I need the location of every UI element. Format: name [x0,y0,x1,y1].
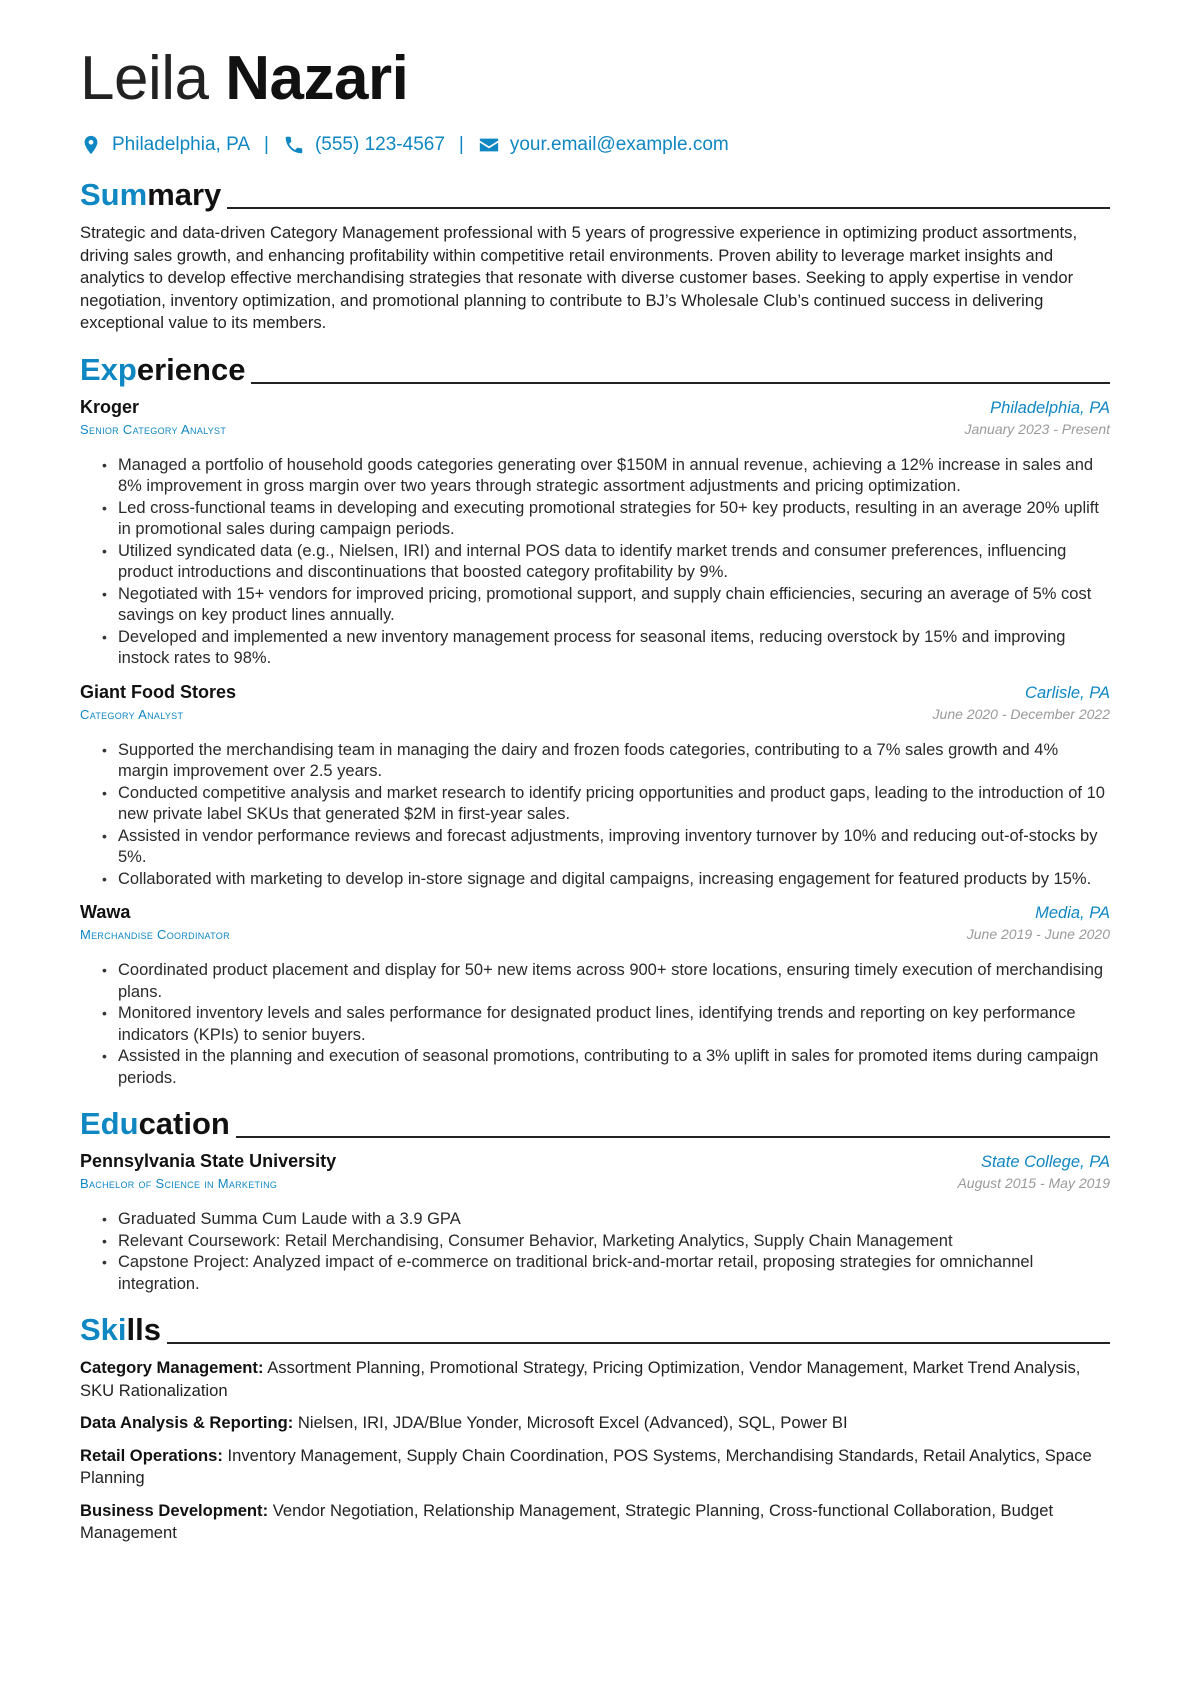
summary-heading [80,174,1110,212]
education-bullets [80,1209,1110,1295]
section-rule [251,382,1110,384]
heading-rest: lls [126,1312,161,1347]
school-location: State College, PA [980,1153,1110,1171]
section-rule [227,207,1110,209]
skill-value: Inventory Management, Supply Chain Coordination, POS Systems, Merchandising Standards, Retail Analytics, Space Planning [80,1445,1092,1487]
job-title: Category Analyst [80,706,184,722]
education-heading [80,1103,1110,1141]
list-item: • Assisted in the planning and execution of seasonal promotions, contributing to a 3% uplift in sales for promoted items during campaign periods. [118,1046,1110,1089]
contact-bar [80,130,1110,160]
skill-value: Vendor Negotiation, Relationship Management, Strategic Planning, Cross-functional Collaboration, Budget Management [80,1500,1054,1542]
contact-separator: | [458,134,464,155]
list-item: • Conducted competitive analysis and market research to identify pricing opportunities and product gaps, leading to the introduction of 10 new private label SKUs that generated $2M in first-year sales. [118,783,1110,826]
experience-heading [80,349,1110,387]
job-dates: January 2023 - Present [964,420,1110,437]
heading-accent: Edu [80,1106,139,1141]
experience-entry [80,397,1110,670]
heading-rest: mary [147,177,222,212]
list-item: • Relevant Coursework: Retail Merchandising, Consumer Behavior, Marketing Analytics, Supply Chain Management [118,1231,1110,1253]
phone-text: (555) 123-4567 [314,134,445,155]
heading-accent: Ski [80,1312,127,1347]
last-name: Nazari [225,44,409,113]
job-bullets [80,740,1110,891]
skill-group [80,1500,1110,1545]
list-item: • Graduated Summa Cum Laude with a 3.9 GPA [118,1209,1110,1231]
contact-location [80,134,250,156]
job-title: Merchandise Coordinator [80,927,230,942]
list-item: • Utilized syndicated data (e.g., Nielsen, IRI) and internal POS data to identify market trends and consumer preferences, influencing product introductions and discontinuations that boosted category profitability by 9%. [118,541,1110,584]
skill-value: Nielsen, IRI, JDA/Blue Yonder, Microsoft Excel (Advanced), SQL, Power BI [297,1413,848,1432]
envelope-icon [478,134,500,156]
skill-group [80,1445,1110,1490]
school-name: Pennsylvania State University [80,1151,337,1171]
summary-text: Strategic and data-driven Category Management professional with 5 years of progressive experience in optimizing product assortments, driving sales growth, and enhancing profitability within competitive retail environments. Proven ability to leverage market insights and analytics to develop effective merchandising strategies that resonate with diverse customer bases. Seeking to apply expertise in vendor negotiation, inventory optimization, and promotional planning to contribute to BJ’s Wholesale Club’s continued success in delivering exceptional value to its members. [80,223,1078,332]
job-bullets [80,455,1110,670]
job-location: Media, PA [1035,904,1110,922]
skill-value: Assortment Planning, Promotional Strategy, Pricing Optimization, Vendor Management, Market Trend Analysis, SKU Rationalization [80,1358,1081,1400]
list-item: • Developed and implemented a new inventory management process for seasonal items, reducing overstock by 15% and improving instock rates to 98%. [118,627,1110,670]
list-item: • Managed a portfolio of household goods categories generating over $150M in annual revenue, achieving a 12% increase in sales and 8% improvement in gross margin over two years through strategic assortment adjustments and pricing optimization. [118,455,1110,498]
skill-label: Data Analysis & Reporting: [80,1413,294,1432]
job-dates: June 2019 - June 2020 [966,926,1110,942]
location-text: Philadelphia, PA [112,134,251,155]
degree: Bachelor of Science in Marketing [80,1176,278,1191]
skills-heading [80,1309,1110,1347]
experience-entry [80,682,1110,891]
company-name: Wawa [80,902,131,922]
section-rule [236,1136,1110,1138]
job-location: Carlisle, PA [1025,683,1110,702]
skill-label: Category Management: [80,1358,264,1377]
heading-accent: Exp [80,351,137,387]
heading-accent: Sum [80,177,148,212]
job-title: Senior Category Analyst [80,421,227,437]
education-dates: August 2015 - May 2019 [957,1175,1110,1191]
heading-rest: cation [138,1106,230,1141]
list-item: • Monitored inventory levels and sales performance for designated product lines, identifying trends and reporting on key performance indicators (KPIs) to senior buyers. [118,1003,1110,1046]
contact-separator: | [264,134,269,155]
skill-label: Retail Operations: [80,1445,223,1465]
list-item: • Collaborated with marketing to develop in-store signage and digital campaigns, increasing engagement for featured products by 15%. [118,869,1110,891]
section-rule [167,1342,1110,1344]
email-text: your.email@example.com [509,134,729,155]
map-pin-icon [80,134,102,156]
contact-phone[interactable] [283,134,445,156]
experience-entry [80,902,1110,1089]
first-name: Leila [80,44,209,113]
contact-email[interactable] [478,134,729,156]
list-item: • Coordinated product placement and display for 50+ new items across 900+ store locations, ensuring timely execution of merchandising plans. [118,960,1110,1003]
list-item: • Capstone Project: Analyzed impact of e-commerce on traditional brick-and-mortar retail, proposing strategies for omnichannel integration. [118,1252,1110,1295]
skill-group [80,1357,1110,1402]
job-bullets [80,960,1110,1089]
heading-rest: erience [136,351,246,387]
skill-label: Business Development: [80,1500,269,1520]
skill-group [80,1412,1110,1435]
job-location: Philadelphia, PA [990,398,1110,417]
list-item: • Led cross-functional teams in developing and executing promotional strategies for 50+ key products, resulting in an average 20% uplift in promotional sales during campaign periods. [118,498,1110,541]
list-item: • Supported the merchandising team in managing the dairy and frozen foods categories, contributing to a 7% sales growth and 4% margin improvement over 2.5 years. [118,740,1110,783]
candidate-name [80,40,1110,118]
education-entry [80,1151,1110,1295]
company-name: Giant Food Stores [80,681,237,702]
list-item: • Negotiated with 15+ vendors for improved pricing, promotional support, and supply chain efficiencies, securing an average of 5% cost savings on key product lines annually. [118,584,1110,627]
list-item: • Assisted in vendor performance reviews and forecast adjustments, improving inventory turnover by 10% and reducing out-of-stocks by 5%. [118,826,1110,869]
phone-icon [283,134,305,156]
job-dates: June 2020 - December 2022 [932,705,1110,722]
company-name: Kroger [80,396,140,417]
